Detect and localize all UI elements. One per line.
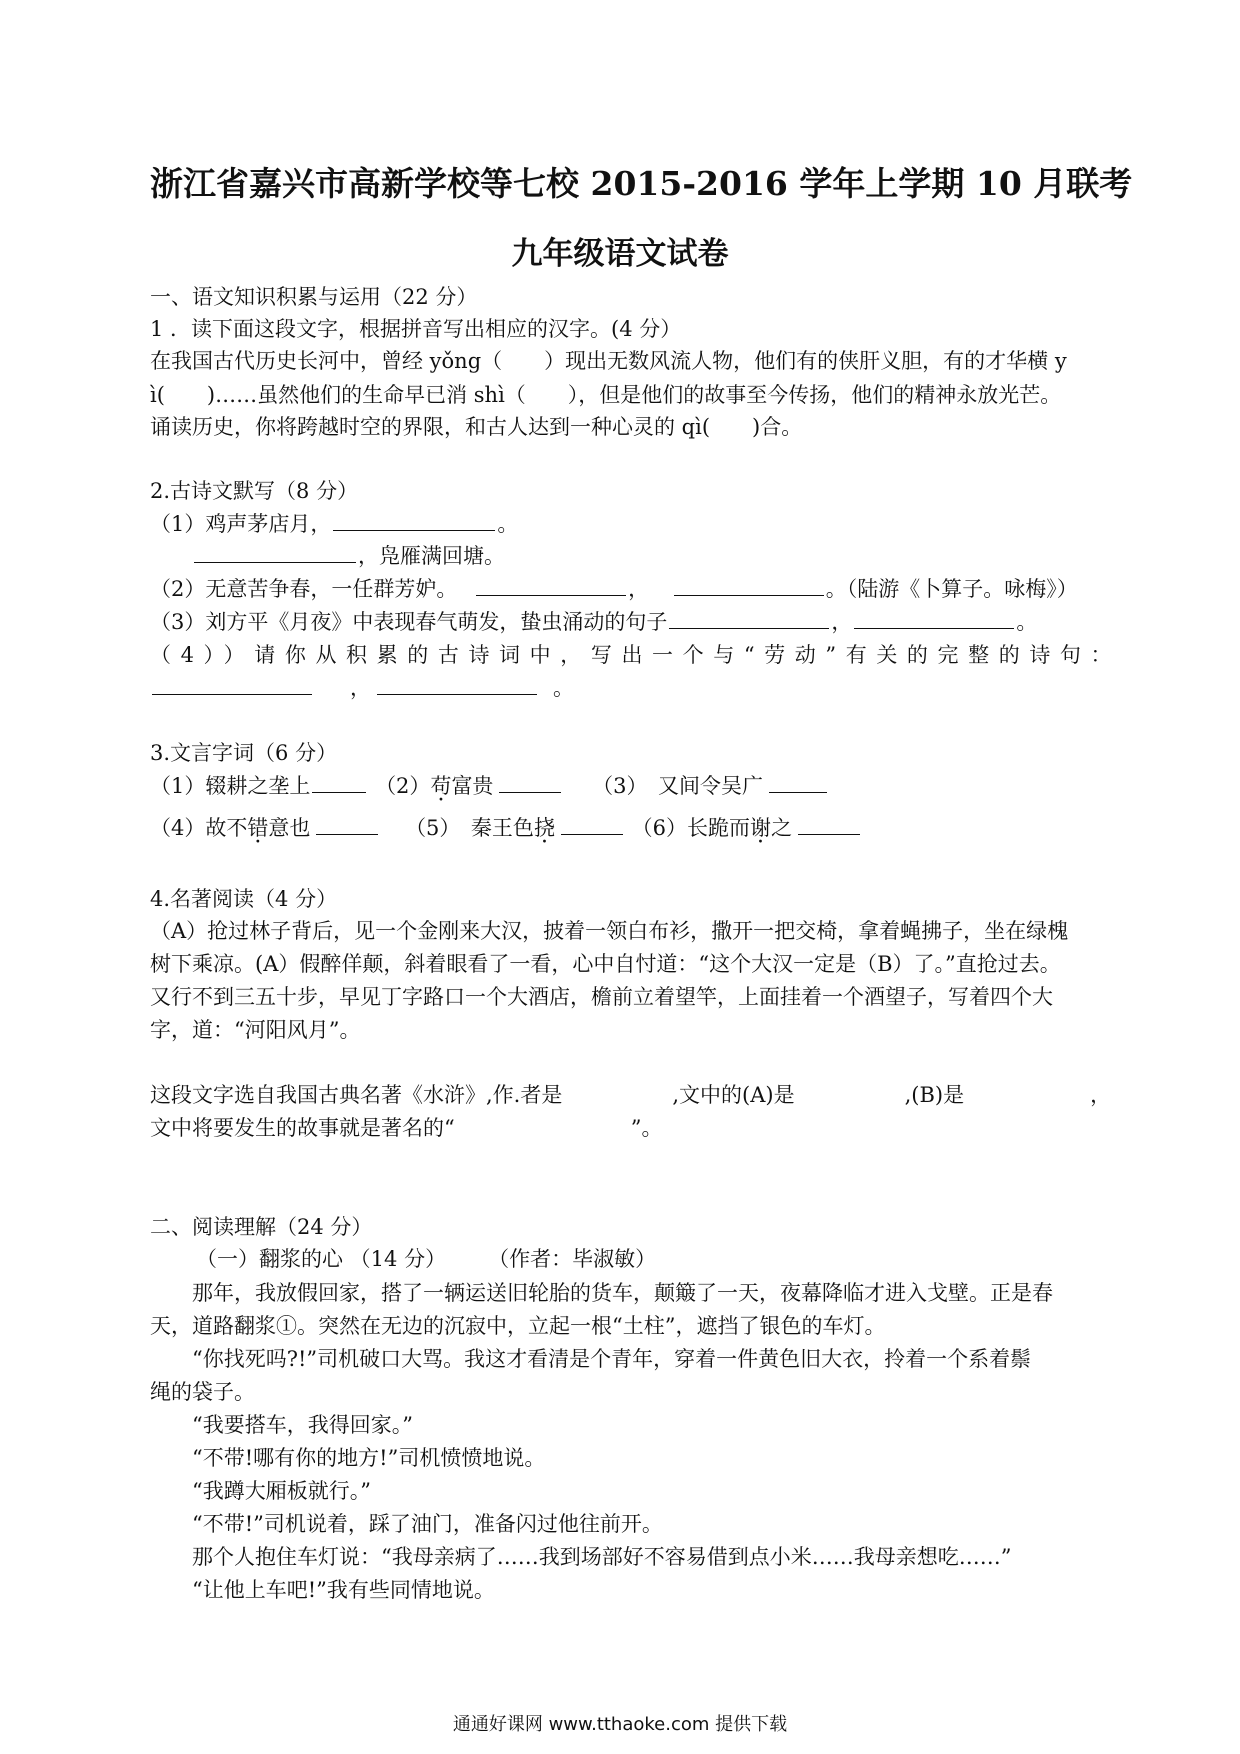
q2-item-1b	[192, 540, 505, 571]
q1-text-line-3: 诵读历史，你将跨越时空的界限，和古人达到一种心灵的 qì( )合。	[150, 415, 803, 439]
article-title: （一）翻浆的心 （14 分） （作者：毕淑敏）	[196, 1247, 657, 1271]
answer-blank[interactable]	[769, 770, 827, 793]
q3-row-1	[150, 770, 829, 801]
article-line: “让他上车吧!”我有些同情地说。	[150, 1578, 495, 1602]
article-line: 那个人抱住车灯说：“我母亲病了……我到场部好不容易借到点小米……我母亲想吃……”	[150, 1545, 1012, 1569]
q2-item-2-end: 。（陆游《卜算子。咏梅》）	[825, 577, 1078, 601]
q3-item-5-dotted: 挠	[533, 816, 555, 840]
q2-item-3	[150, 606, 1037, 637]
q3-row-2	[150, 812, 862, 843]
q2-item-4b	[150, 672, 574, 703]
article-line: 绳的袋子。	[150, 1380, 255, 1404]
exam-subtitle: 九年级语文试卷	[511, 236, 729, 272]
q2-item-3-text: （3）刘方平《月夜》中表现春气萌发，蛰虫涌动的句子	[150, 610, 668, 634]
page-footer: 通通好课网 www.tthaoke.com 提供下载	[452, 1714, 788, 1735]
q3-item-6-dotted: 谢	[750, 816, 771, 840]
answer-blank[interactable]	[476, 573, 626, 596]
q4-fill-1a: 这段文字选自我国古典名著《水浒》,作.者是	[150, 1083, 563, 1107]
article-line: “我要搭车，我得回家。”	[150, 1413, 413, 1437]
q2-item-3-sep: ，	[831, 610, 853, 634]
answer-blank[interactable]	[194, 540, 356, 563]
q4-passage-line-2: 树下乘凉。(A）假醉佯颠，斜着眼看了一看，心中自忖道：“这个大汉一定是（B）了。”直抢过去。	[150, 952, 1061, 976]
q2-item-1	[150, 508, 518, 539]
q3-item-1: （1）辍耕之垄上	[150, 774, 311, 798]
q3-item-6-num: （6）长跪而	[631, 816, 750, 840]
answer-blank[interactable]	[669, 606, 829, 629]
article-line: “不带!哪有你的地方!”司机愤愤地说。	[150, 1446, 546, 1470]
q3-item-2-num: （2）	[375, 774, 431, 798]
q4-passage-line-1: （A）抢过林子背后，见一个金刚来大汉，披着一领白布衫，撒开一把交椅，拿着蝇拂子，坐在绿槐	[150, 919, 1069, 943]
q2-item-4-end: 。	[553, 676, 574, 700]
article-line: 那年，我放假回家，搭了一辆运送旧轮胎的货车，颠簸了一天，夜幕降临才进入戈壁。正是春	[150, 1281, 1053, 1305]
q2-item-2-text: （2）无意苦争春，一任群芳妒。	[150, 577, 458, 601]
article-line: 天，道路翻浆①。突然在无边的沉寂中，立起一根“土柱”，遮挡了银色的车灯。	[150, 1314, 886, 1338]
q3-item-4-dotted: 错	[247, 816, 269, 840]
answer-blank[interactable]	[377, 672, 537, 695]
answer-blank[interactable]	[561, 812, 623, 835]
q2-item-2	[150, 573, 1078, 604]
q3-item-4-num: （4）故不	[150, 816, 248, 840]
q4-fill-1c: ,(B)是	[904, 1083, 965, 1107]
q2-item-2-sep: ，	[628, 577, 650, 601]
q4-fill-line-1	[150, 1080, 1111, 1110]
article-line: “不带!”司机说着，踩了油门，准备闪过他往前开。	[150, 1512, 663, 1536]
answer-blank[interactable]	[152, 672, 312, 695]
q2-item-1b-text: ，凫雁满回塘。	[358, 544, 505, 568]
q1-text-line-2: ì( )……虽然他们的生命早已消 shì（ ），但是他们的故事至今传扬，他们的精神永放光芒。	[150, 383, 1062, 407]
q4-passage-line-4: 字，道：“河阳风月”。	[150, 1018, 361, 1042]
answer-blank[interactable]	[674, 573, 824, 596]
q3-item-3: （3） 又间令吴广	[592, 774, 763, 798]
q4-fill-line-2	[150, 1113, 663, 1143]
q1-prompt: 1 ．读下面这段文字，根据拼音写出相应的汉字。(4 分）	[150, 317, 682, 341]
answer-blank[interactable]	[854, 606, 1014, 629]
answer-blank[interactable]	[316, 812, 378, 835]
q2-item-1-text: （1）鸡声茅店月，	[150, 512, 332, 536]
exam-title: 浙江省嘉兴市高新学校等七校 2015-2016 学年上学期 10 月联考	[150, 164, 1133, 203]
q4-fill-2b: ”。	[630, 1116, 663, 1140]
q2-item-4-sep: ，	[350, 676, 371, 700]
article-line: “你找死吗?!”司机破口大骂。我这才看清是个青年，穿着一件黄色旧大衣，拎着一个系着鬃	[150, 1347, 1032, 1371]
q4-prompt: 4.名著阅读（4 分）	[150, 887, 338, 911]
section2-heading: 二、阅读理解（24 分）	[150, 1215, 373, 1239]
q3-item-2-dotted: 苟	[430, 774, 452, 798]
q3-prompt: 3.文言字词（6 分）	[150, 741, 338, 765]
q3-item-5-num: （5） 秦王色	[405, 816, 534, 840]
q4-passage-line-3: 又行不到三五十步，早见丁字路口一个大酒店，檐前立着望竿，上面挂着一个酒望子，写着四个大	[150, 985, 1053, 1009]
section1-heading: 一、语文知识积累与运用（22 分）	[150, 285, 478, 309]
q3-item-2-text: 富贵	[451, 774, 494, 798]
q4-fill-2a: 文中将要发生的故事就是著名的“	[150, 1116, 455, 1140]
answer-blank[interactable]	[312, 770, 366, 793]
q3-item-6-text: 之	[771, 816, 792, 840]
answer-blank[interactable]	[798, 812, 860, 835]
q2-item-3-end: 。	[1016, 610, 1038, 634]
q2-item-4: （4））请你从积累的古诗词中，写出一个与“劳动”有关的完整的诗句：	[150, 643, 1122, 667]
answer-blank[interactable]	[333, 508, 495, 531]
q2-prompt: 2.古诗文默写（8 分）	[150, 479, 359, 503]
q1-text-line-1: 在我国古代历史长河中，曾经 yǒng（ ）现出无数风流人物，他们有的侠肝义胆，有的才华横 y	[150, 349, 1067, 373]
q4-fill-1d: ，	[1090, 1083, 1112, 1107]
q3-item-4-text: 意也	[268, 816, 311, 840]
q2-item-1-end: 。	[497, 512, 519, 536]
article-line: “我蹲大厢板就行。”	[150, 1479, 371, 1503]
q4-fill-1b: ,文中的(A)是	[672, 1083, 795, 1107]
answer-blank[interactable]	[499, 770, 561, 793]
